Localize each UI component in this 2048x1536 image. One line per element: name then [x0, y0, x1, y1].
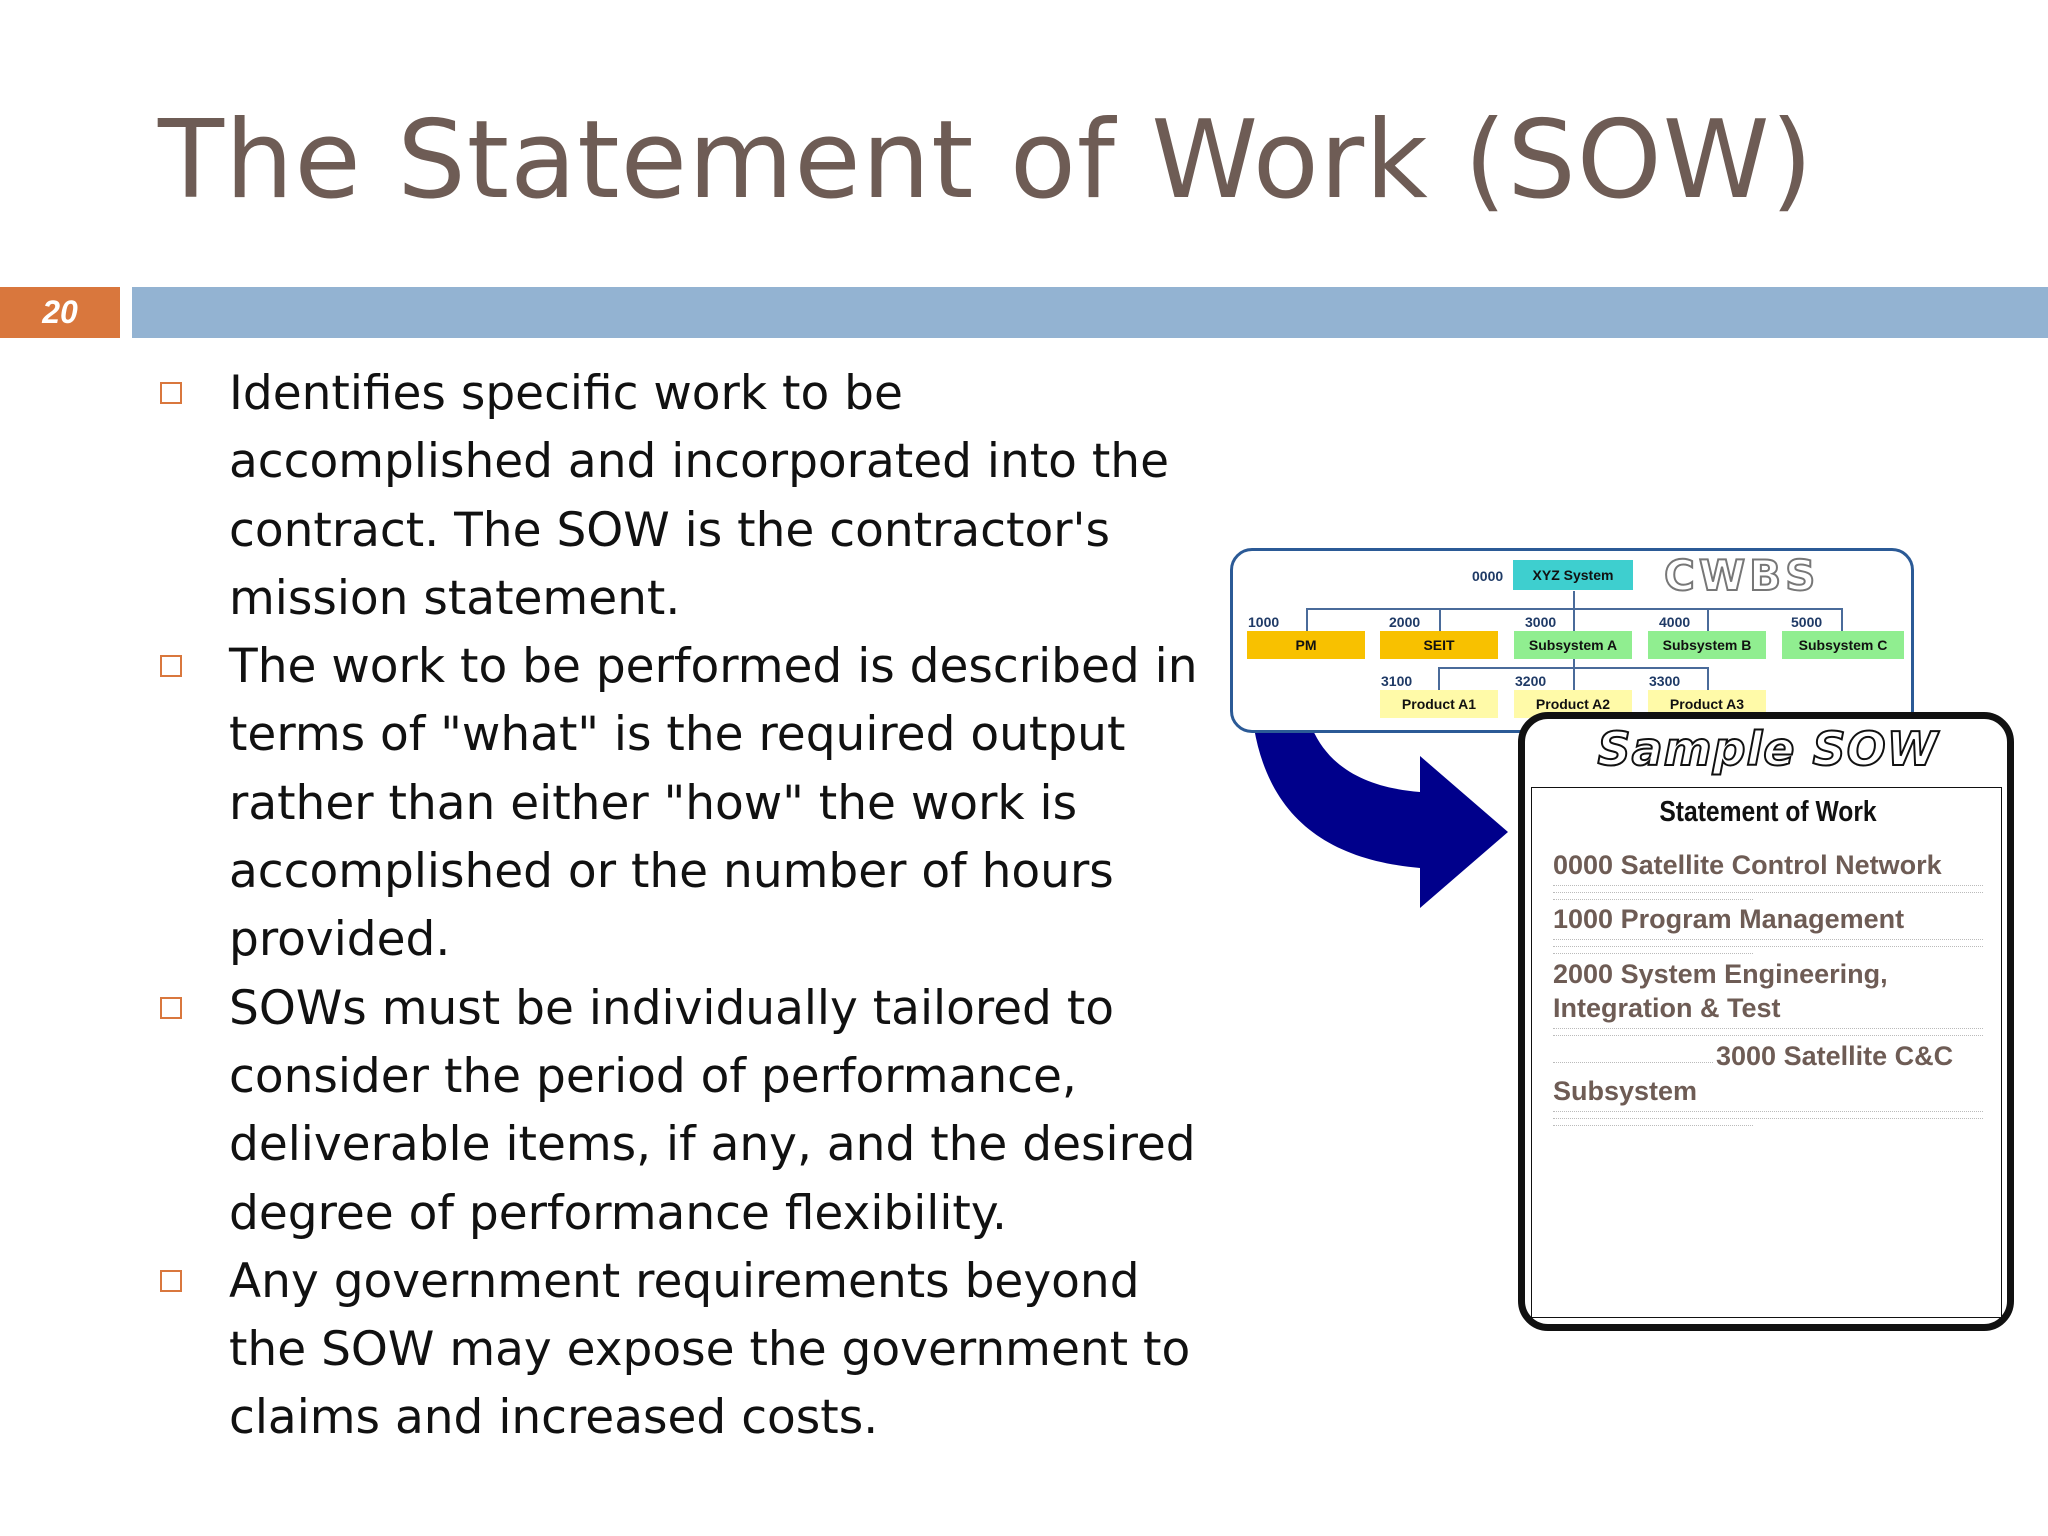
placeholder-text-line [1553, 939, 1983, 943]
slide-number: 20 [0, 287, 120, 338]
bullet-text: SOWs must be individually tailored to consider the period of performance, deliverable items, if any, and the desired degree of performance flexibility. [229, 980, 1196, 1241]
bullet-item [158, 975, 1228, 1248]
connector-line [1573, 608, 1575, 632]
placeholder-text-line [1553, 1062, 1713, 1066]
sample-sow-banner: Sample SOW [1597, 722, 1939, 776]
sow-line: Integration & Test [1553, 993, 1781, 1023]
wbs-code: 3000 [1525, 614, 1557, 630]
bullet-text: Identifies specific work to be accomplished and incorporated into the contract. The SOW is the contractor's mission statement. [229, 366, 1169, 626]
wbs-node: Product A1 [1380, 690, 1498, 718]
title-bar [132, 287, 2048, 338]
wbs-code: 0000 [1472, 568, 1504, 584]
bullet-text: The work to be performed is described in terms of "what" is the required output rather than either "how" the work is accomplished or the number of hours provided. [229, 639, 1198, 968]
slide-title: The Statement of Work (SOW) [158, 98, 1814, 223]
sow-heading: Statement of Work [1659, 796, 1877, 828]
sow-line: 2000 System Engineering, [1553, 959, 1888, 989]
connector-line [1438, 667, 1440, 691]
wbs-node: SEIT [1380, 631, 1498, 659]
wbs-node: Subsystem A [1514, 631, 1632, 659]
bullet-marker-icon [160, 997, 182, 1019]
placeholder-text-line [1553, 946, 1983, 950]
bullet-marker-icon [160, 382, 182, 404]
connector-line [1306, 608, 1308, 632]
placeholder-text-line [1553, 885, 1983, 889]
wbs-code: 2000 [1389, 614, 1421, 630]
wbs-node: Subsystem C [1782, 631, 1904, 659]
connector-line [1439, 608, 1441, 632]
sow-line: 1000 Program Management [1553, 904, 1905, 934]
sow-line: 3000 Satellite C&C [1716, 1041, 1954, 1071]
connector-line [1573, 667, 1575, 691]
placeholder-text-line [1553, 953, 1753, 957]
connector-line [1841, 608, 1843, 632]
bullet-marker-icon [160, 1270, 182, 1292]
placeholder-text-line [1553, 892, 1983, 896]
wbs-code: 3200 [1515, 673, 1547, 689]
sow-line: 0000 Satellite Control Network [1553, 850, 1942, 880]
bullet-marker-icon [160, 655, 182, 677]
placeholder-text-line [1553, 899, 1753, 903]
placeholder-text-line [1553, 1125, 1753, 1129]
placeholder-text-line [1553, 1028, 1983, 1032]
wbs-code: 5000 [1791, 614, 1823, 630]
wbs-code: 3100 [1381, 673, 1413, 689]
sow-line: Subsystem [1553, 1076, 1698, 1106]
cwbs-logo: CWBS [1664, 551, 1820, 600]
wbs-code: 1000 [1248, 614, 1280, 630]
placeholder-text-line [1553, 1111, 1983, 1115]
wbs-node: Product A2 [1514, 690, 1632, 718]
bullet-item [158, 360, 1228, 633]
placeholder-text-line [1553, 1035, 1983, 1039]
wbs-code: 4000 [1659, 614, 1691, 630]
wbs-node: Subsystem B [1648, 631, 1766, 659]
bullet-list [158, 360, 1228, 1453]
connector-line [1707, 608, 1709, 632]
connector-line [1707, 667, 1709, 691]
bullet-item [158, 633, 1228, 974]
curved-arrow-icon [1240, 720, 1520, 920]
bullet-text: Any government requirements beyond the SOW may expose the government to claims and increased costs. [229, 1253, 1191, 1446]
wbs-code: 3300 [1649, 673, 1681, 689]
placeholder-text-line [1553, 1118, 1983, 1122]
wbs-node: PM [1247, 631, 1365, 659]
bullet-item [158, 1248, 1228, 1453]
wbs-node: Product A3 [1648, 690, 1766, 718]
wbs-node-root: XYZ System [1513, 560, 1633, 590]
